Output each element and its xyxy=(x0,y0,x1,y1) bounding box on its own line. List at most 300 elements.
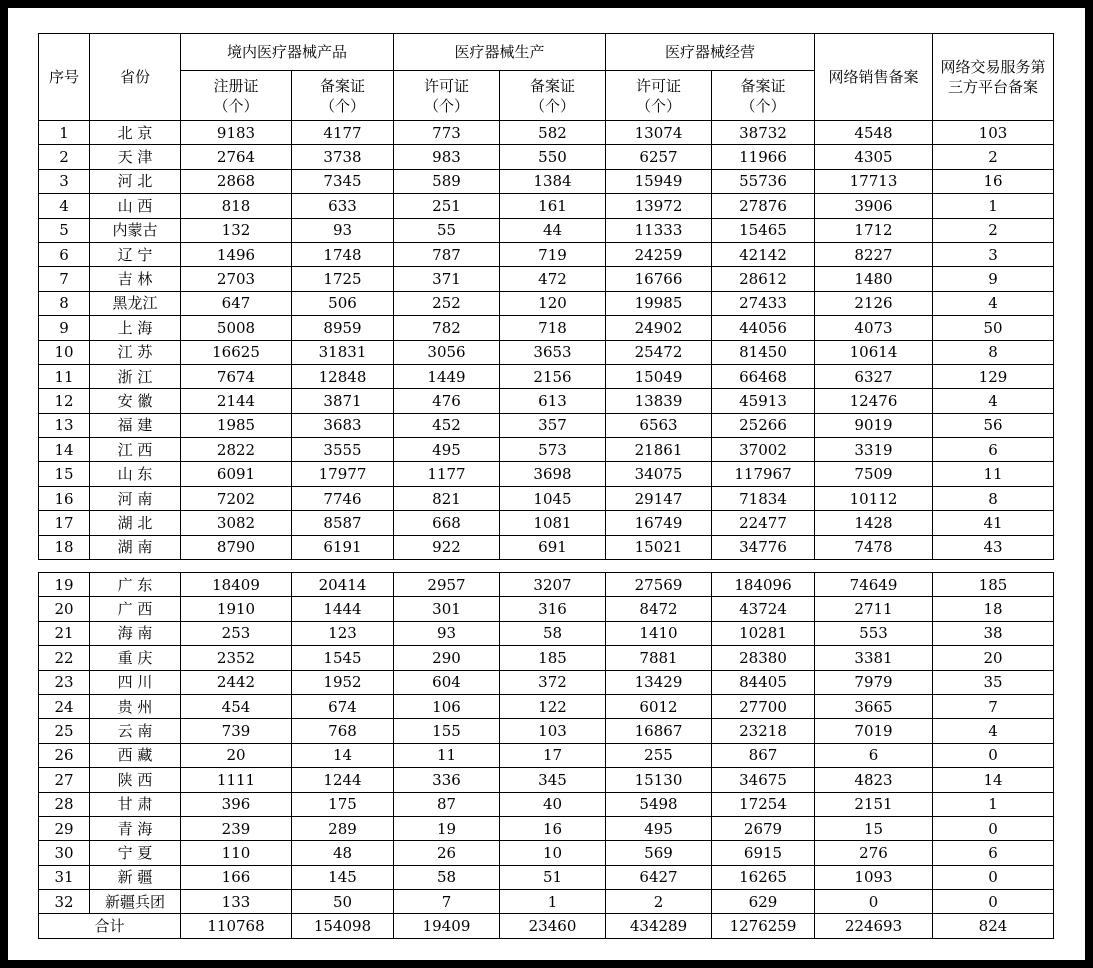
table-row xyxy=(39,621,1054,645)
row-value: 1093 xyxy=(815,865,933,889)
row-value: 8227 xyxy=(815,242,933,266)
row-value: 773 xyxy=(394,121,500,145)
row-value: 19 xyxy=(394,816,500,840)
row-value: 9183 xyxy=(181,121,292,145)
row-value: 8790 xyxy=(181,535,292,559)
row-value: 495 xyxy=(606,816,712,840)
row-value: 93 xyxy=(394,621,500,645)
table-row xyxy=(39,218,1054,242)
row-value: 11 xyxy=(933,462,1054,486)
table-row xyxy=(39,719,1054,743)
row-value: 0 xyxy=(933,743,1054,767)
table-row xyxy=(39,535,1054,559)
table-row xyxy=(39,573,1054,597)
table-row xyxy=(39,597,1054,621)
row-province: 云 南 xyxy=(90,719,181,743)
row-value: 6091 xyxy=(181,462,292,486)
row-value: 3319 xyxy=(815,438,933,462)
row-value: 4177 xyxy=(292,121,394,145)
row-value: 15049 xyxy=(606,364,712,388)
row-value: 17977 xyxy=(292,462,394,486)
row-value: 1081 xyxy=(500,511,606,535)
row-value: 11966 xyxy=(712,145,815,169)
row-value: 7746 xyxy=(292,486,394,510)
row-province: 上 海 xyxy=(90,316,181,340)
row-seq: 29 xyxy=(39,816,90,840)
row-value: 2 xyxy=(606,890,712,914)
row-value: 8587 xyxy=(292,511,394,535)
row-value: 31831 xyxy=(292,340,394,364)
row-value: 553 xyxy=(815,621,933,645)
row-value: 371 xyxy=(394,267,500,291)
row-value: 7345 xyxy=(292,169,394,193)
row-value: 1444 xyxy=(292,597,394,621)
row-value: 4305 xyxy=(815,145,933,169)
row-value: 10614 xyxy=(815,340,933,364)
table-row xyxy=(39,291,1054,315)
row-value: 6 xyxy=(933,841,1054,865)
row-province: 宁 夏 xyxy=(90,841,181,865)
header-online-sales: 网络销售备案 xyxy=(815,34,933,121)
row-value: 16749 xyxy=(606,511,712,535)
row-value: 0 xyxy=(815,890,933,914)
row-value: 34075 xyxy=(606,462,712,486)
row-value: 74649 xyxy=(815,573,933,597)
table-row xyxy=(39,743,1054,767)
table-row xyxy=(39,169,1054,193)
total-cell: 434289 xyxy=(606,914,712,938)
row-province: 浙 江 xyxy=(90,364,181,388)
row-value: 1 xyxy=(500,890,606,914)
row-value: 166 xyxy=(181,865,292,889)
row-value: 719 xyxy=(500,242,606,266)
row-value: 1177 xyxy=(394,462,500,486)
row-value: 336 xyxy=(394,768,500,792)
row-value: 6427 xyxy=(606,865,712,889)
row-value: 4 xyxy=(933,291,1054,315)
row-value: 44056 xyxy=(712,316,815,340)
table-row xyxy=(39,316,1054,340)
row-value: 44 xyxy=(500,218,606,242)
row-value: 38 xyxy=(933,621,1054,645)
row-province: 海 南 xyxy=(90,621,181,645)
table-row xyxy=(39,462,1054,486)
row-value: 3698 xyxy=(500,462,606,486)
row-value: 123 xyxy=(292,621,394,645)
row-value: 7019 xyxy=(815,719,933,743)
table-total xyxy=(39,914,1054,938)
row-value: 3082 xyxy=(181,511,292,535)
data-table-part1 xyxy=(38,33,1054,560)
row-value: 14 xyxy=(933,768,1054,792)
row-value: 28612 xyxy=(712,267,815,291)
row-province: 辽 宁 xyxy=(90,242,181,266)
row-value: 27433 xyxy=(712,291,815,315)
row-value: 22477 xyxy=(712,511,815,535)
row-value: 3555 xyxy=(292,438,394,462)
row-value: 1952 xyxy=(292,670,394,694)
row-value: 0 xyxy=(933,890,1054,914)
total-cell: 110768 xyxy=(181,914,292,938)
row-province: 四 川 xyxy=(90,670,181,694)
row-value: 787 xyxy=(394,242,500,266)
row-value: 1428 xyxy=(815,511,933,535)
row-value: 17 xyxy=(500,743,606,767)
table-row xyxy=(39,841,1054,865)
row-value: 1712 xyxy=(815,218,933,242)
row-value: 818 xyxy=(181,194,292,218)
row-value: 15949 xyxy=(606,169,712,193)
row-value: 647 xyxy=(181,291,292,315)
row-value: 782 xyxy=(394,316,500,340)
row-seq: 32 xyxy=(39,890,90,914)
row-value: 7979 xyxy=(815,670,933,694)
table-row xyxy=(39,145,1054,169)
row-value: 35 xyxy=(933,670,1054,694)
row-seq: 30 xyxy=(39,841,90,865)
row-seq: 12 xyxy=(39,389,90,413)
row-seq: 25 xyxy=(39,719,90,743)
row-value: 1244 xyxy=(292,768,394,792)
row-value: 2679 xyxy=(712,816,815,840)
row-value: 103 xyxy=(500,719,606,743)
row-value: 71834 xyxy=(712,486,815,510)
table-body-part1 xyxy=(39,121,1054,560)
row-value: 42142 xyxy=(712,242,815,266)
row-value: 4 xyxy=(933,389,1054,413)
row-value: 3665 xyxy=(815,694,933,718)
row-value: 1545 xyxy=(292,646,394,670)
row-value: 1384 xyxy=(500,169,606,193)
row-province: 河 北 xyxy=(90,169,181,193)
row-value: 396 xyxy=(181,792,292,816)
row-value: 185 xyxy=(500,646,606,670)
row-province: 江 苏 xyxy=(90,340,181,364)
row-value: 8959 xyxy=(292,316,394,340)
row-seq: 27 xyxy=(39,768,90,792)
row-value: 43724 xyxy=(712,597,815,621)
row-seq: 18 xyxy=(39,535,90,559)
row-value: 15021 xyxy=(606,535,712,559)
table-row xyxy=(39,364,1054,388)
row-province: 新疆兵团 xyxy=(90,890,181,914)
row-value: 1449 xyxy=(394,364,500,388)
row-value: 2156 xyxy=(500,364,606,388)
row-value: 24902 xyxy=(606,316,712,340)
row-province: 新 疆 xyxy=(90,865,181,889)
row-value: 674 xyxy=(292,694,394,718)
row-province: 安 徽 xyxy=(90,389,181,413)
row-seq: 11 xyxy=(39,364,90,388)
table-row xyxy=(39,816,1054,840)
row-value: 2126 xyxy=(815,291,933,315)
row-value: 55 xyxy=(394,218,500,242)
row-value: 476 xyxy=(394,389,500,413)
row-value: 4073 xyxy=(815,316,933,340)
row-value: 2957 xyxy=(394,573,500,597)
table-row xyxy=(39,267,1054,291)
header-operation-filing: 备案证（个） xyxy=(712,71,815,121)
row-value: 26 xyxy=(394,841,500,865)
row-value: 21861 xyxy=(606,438,712,462)
row-value: 8 xyxy=(933,486,1054,510)
row-value: 14 xyxy=(292,743,394,767)
row-value: 1985 xyxy=(181,413,292,437)
row-value: 7 xyxy=(394,890,500,914)
row-value: 3056 xyxy=(394,340,500,364)
row-value: 13839 xyxy=(606,389,712,413)
row-value: 253 xyxy=(181,621,292,645)
row-value: 2868 xyxy=(181,169,292,193)
table-row xyxy=(39,511,1054,535)
row-value: 11 xyxy=(394,743,500,767)
row-value: 175 xyxy=(292,792,394,816)
row-province: 北 京 xyxy=(90,121,181,145)
row-seq: 10 xyxy=(39,340,90,364)
row-value: 58 xyxy=(500,621,606,645)
table-row xyxy=(39,438,1054,462)
row-value: 50 xyxy=(933,316,1054,340)
row-value: 357 xyxy=(500,413,606,437)
table-row xyxy=(39,486,1054,510)
row-value: 3 xyxy=(933,242,1054,266)
row-seq: 19 xyxy=(39,573,90,597)
row-value: 550 xyxy=(500,145,606,169)
row-value: 5008 xyxy=(181,316,292,340)
row-value: 38732 xyxy=(712,121,815,145)
row-value: 983 xyxy=(394,145,500,169)
header-operation-license: 许可证（个） xyxy=(606,71,712,121)
row-value: 251 xyxy=(394,194,500,218)
row-value: 1111 xyxy=(181,768,292,792)
row-value: 10 xyxy=(500,841,606,865)
total-cell: 19409 xyxy=(394,914,500,938)
row-value: 0 xyxy=(933,865,1054,889)
row-seq: 20 xyxy=(39,597,90,621)
header-operation: 医疗器械经营 xyxy=(606,34,815,71)
row-value: 25472 xyxy=(606,340,712,364)
row-value: 27569 xyxy=(606,573,712,597)
total-cell: 23460 xyxy=(500,914,606,938)
row-province: 江 西 xyxy=(90,438,181,462)
row-value: 0 xyxy=(933,816,1054,840)
row-value: 16 xyxy=(933,169,1054,193)
row-seq: 3 xyxy=(39,169,90,193)
table-row xyxy=(39,194,1054,218)
row-value: 454 xyxy=(181,694,292,718)
row-value: 668 xyxy=(394,511,500,535)
row-value: 9019 xyxy=(815,413,933,437)
total-cell: 1276259 xyxy=(712,914,815,938)
row-value: 28380 xyxy=(712,646,815,670)
row-value: 691 xyxy=(500,535,606,559)
row-province: 山 西 xyxy=(90,194,181,218)
row-value: 87 xyxy=(394,792,500,816)
table-row xyxy=(39,340,1054,364)
row-value: 12476 xyxy=(815,389,933,413)
row-value: 1910 xyxy=(181,597,292,621)
row-province: 广 西 xyxy=(90,597,181,621)
row-value: 23218 xyxy=(712,719,815,743)
row-province: 吉 林 xyxy=(90,267,181,291)
row-value: 582 xyxy=(500,121,606,145)
row-value: 13429 xyxy=(606,670,712,694)
row-value: 16766 xyxy=(606,267,712,291)
row-value: 132 xyxy=(181,218,292,242)
row-value: 184096 xyxy=(712,573,815,597)
table-row xyxy=(39,242,1054,266)
row-value: 18 xyxy=(933,597,1054,621)
row-value: 7881 xyxy=(606,646,712,670)
row-value: 239 xyxy=(181,816,292,840)
row-seq: 22 xyxy=(39,646,90,670)
row-value: 7674 xyxy=(181,364,292,388)
table-body-part2 xyxy=(39,573,1054,914)
header-production-filing: 备案证（个） xyxy=(500,71,606,121)
row-value: 7202 xyxy=(181,486,292,510)
data-table-part2 xyxy=(38,572,1054,939)
header-domestic-product: 境内医疗器械产品 xyxy=(181,34,394,71)
row-value: 3871 xyxy=(292,389,394,413)
row-value: 16265 xyxy=(712,865,815,889)
row-value: 8 xyxy=(933,340,1054,364)
row-value: 6 xyxy=(933,438,1054,462)
row-value: 19985 xyxy=(606,291,712,315)
row-value: 821 xyxy=(394,486,500,510)
row-province: 内蒙古 xyxy=(90,218,181,242)
row-province: 甘 肃 xyxy=(90,792,181,816)
row-value: 2 xyxy=(933,218,1054,242)
row-value: 739 xyxy=(181,719,292,743)
row-value: 51 xyxy=(500,865,606,889)
header-registration: 注册证（个） xyxy=(181,71,292,121)
row-value: 120 xyxy=(500,291,606,315)
row-value: 1045 xyxy=(500,486,606,510)
row-value: 37002 xyxy=(712,438,815,462)
row-province: 福 建 xyxy=(90,413,181,437)
row-value: 55736 xyxy=(712,169,815,193)
row-value: 7 xyxy=(933,694,1054,718)
total-cell: 224693 xyxy=(815,914,933,938)
total-cell: 824 xyxy=(933,914,1054,938)
row-value: 252 xyxy=(394,291,500,315)
row-value: 301 xyxy=(394,597,500,621)
row-seq: 28 xyxy=(39,792,90,816)
row-value: 15465 xyxy=(712,218,815,242)
row-value: 589 xyxy=(394,169,500,193)
row-value: 495 xyxy=(394,438,500,462)
total-label: 合计 xyxy=(39,914,181,938)
row-value: 372 xyxy=(500,670,606,694)
row-value: 93 xyxy=(292,218,394,242)
row-value: 1 xyxy=(933,194,1054,218)
row-seq: 24 xyxy=(39,694,90,718)
row-value: 2151 xyxy=(815,792,933,816)
row-value: 569 xyxy=(606,841,712,865)
row-value: 24259 xyxy=(606,242,712,266)
frame-top-border xyxy=(0,0,1093,8)
row-value: 6257 xyxy=(606,145,712,169)
table-row xyxy=(39,646,1054,670)
header-seq: 序号 xyxy=(39,34,90,121)
row-value: 290 xyxy=(394,646,500,670)
row-seq: 17 xyxy=(39,511,90,535)
row-value: 573 xyxy=(500,438,606,462)
row-value: 20 xyxy=(933,646,1054,670)
row-seq: 1 xyxy=(39,121,90,145)
row-seq: 7 xyxy=(39,267,90,291)
row-province: 天 津 xyxy=(90,145,181,169)
row-value: 15 xyxy=(815,816,933,840)
row-value: 43 xyxy=(933,535,1054,559)
row-value: 56 xyxy=(933,413,1054,437)
row-seq: 2 xyxy=(39,145,90,169)
row-value: 633 xyxy=(292,194,394,218)
table-row xyxy=(39,121,1054,145)
row-value: 255 xyxy=(606,743,712,767)
row-value: 18409 xyxy=(181,573,292,597)
row-value: 40 xyxy=(500,792,606,816)
row-value: 3381 xyxy=(815,646,933,670)
table-row xyxy=(39,890,1054,914)
row-value: 3906 xyxy=(815,194,933,218)
row-value: 2711 xyxy=(815,597,933,621)
row-province: 广 东 xyxy=(90,573,181,597)
row-value: 11333 xyxy=(606,218,712,242)
row-value: 84405 xyxy=(712,670,815,694)
row-value: 1 xyxy=(933,792,1054,816)
row-value: 276 xyxy=(815,841,933,865)
row-value: 2822 xyxy=(181,438,292,462)
row-value: 2 xyxy=(933,145,1054,169)
row-value: 7478 xyxy=(815,535,933,559)
row-seq: 31 xyxy=(39,865,90,889)
row-value: 629 xyxy=(712,890,815,914)
row-seq: 15 xyxy=(39,462,90,486)
row-seq: 16 xyxy=(39,486,90,510)
row-province: 西 藏 xyxy=(90,743,181,767)
frame-left-border xyxy=(0,0,8,960)
row-value: 27700 xyxy=(712,694,815,718)
total-row xyxy=(39,914,1054,938)
header-production: 医疗器械生产 xyxy=(394,34,606,71)
row-value: 604 xyxy=(394,670,500,694)
row-value: 161 xyxy=(500,194,606,218)
table-row xyxy=(39,768,1054,792)
row-value: 16625 xyxy=(181,340,292,364)
row-value: 133 xyxy=(181,890,292,914)
row-value: 41 xyxy=(933,511,1054,535)
row-value: 6 xyxy=(815,743,933,767)
row-value: 10281 xyxy=(712,621,815,645)
row-value: 58 xyxy=(394,865,500,889)
row-value: 506 xyxy=(292,291,394,315)
row-value: 15130 xyxy=(606,768,712,792)
row-value: 16867 xyxy=(606,719,712,743)
row-value: 34776 xyxy=(712,535,815,559)
row-value: 155 xyxy=(394,719,500,743)
row-value: 3683 xyxy=(292,413,394,437)
row-province: 重 庆 xyxy=(90,646,181,670)
row-value: 613 xyxy=(500,389,606,413)
row-seq: 13 xyxy=(39,413,90,437)
row-value: 45913 xyxy=(712,389,815,413)
row-seq: 14 xyxy=(39,438,90,462)
header-filing: 备案证（个） xyxy=(292,71,394,121)
row-value: 1725 xyxy=(292,267,394,291)
row-value: 16 xyxy=(500,816,606,840)
row-value: 768 xyxy=(292,719,394,743)
